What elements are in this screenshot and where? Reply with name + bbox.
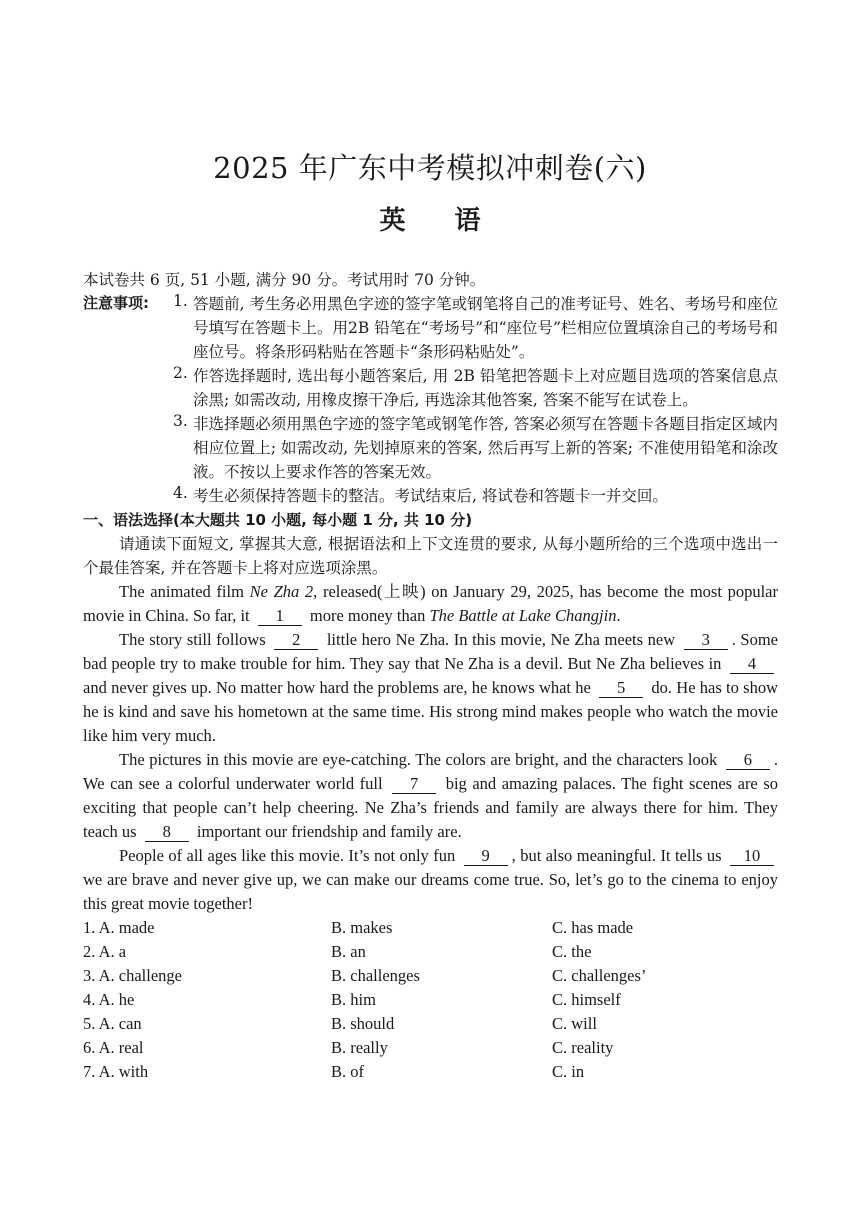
section-instruction: 请通读下面短文, 掌握其大意, 根据语法和上下文连贯的要求, 从每小题所给的三个选项中选出一个最佳答案, 并在答题卡上将对应选项涂黑。: [83, 535, 778, 577]
option-c: C. will: [552, 1014, 597, 1033]
notice-block: [83, 292, 778, 508]
notice-item: [173, 364, 778, 412]
blank-8: 8: [145, 823, 189, 842]
option-c: C. the: [552, 942, 592, 961]
option-b: B. makes: [331, 918, 393, 937]
passage-text: . We can see a colorful underwater world full: [83, 750, 778, 793]
film-title: The Battle at Lake Changjin: [429, 606, 617, 625]
passage-text: do. He has to show he is kind and save his hometown at the same time. His strong mind makes people who watch the movie like him very much.: [83, 678, 778, 745]
option-c: C. challenges’: [552, 966, 647, 985]
option-b: B. should: [331, 1014, 395, 1033]
option-row: [83, 1060, 778, 1084]
blank-5: 5: [599, 679, 643, 698]
subject-title: 英 语: [379, 206, 501, 236]
passage-text: , released(上映) on January 29, 2025, has become the most popular movie in China. So far, it: [83, 582, 778, 625]
notice-label: 注意事项:: [83, 294, 149, 312]
passage-text: . Some bad people try to make trouble for him. They say that Ne Zha is a devil. But Ne Zha believes in: [83, 630, 778, 673]
blank-7: 7: [392, 775, 436, 794]
option-b: B. him: [331, 990, 376, 1009]
notice-number: 4.: [173, 484, 188, 502]
exam-intro: 本试卷共 6 页, 51 小题, 满分 90 分。考试用时 70 分钟。: [83, 271, 486, 289]
exam-title: 2025 年广东中考模拟冲刺卷(六): [213, 151, 647, 185]
passage-text: The story still follows: [119, 630, 271, 649]
passage-paragraph-1: [83, 580, 778, 628]
passage-text: The pictures in this movie are eye-catching. The colors are bright, and the characters look: [119, 750, 722, 769]
passage-text: little hero Ne Zha. In this movie, Ne Zha meets new: [322, 630, 680, 649]
passage-paragraph-3: [83, 748, 778, 844]
blank-2: 2: [274, 631, 318, 650]
option-row: [83, 940, 778, 964]
notice-list: [173, 292, 778, 508]
option-c: C. has made: [552, 918, 634, 937]
option-row: [83, 988, 778, 1012]
passage-text: .: [616, 606, 621, 625]
option-b: B. really: [331, 1038, 388, 1057]
notice-number: 2.: [173, 364, 188, 382]
passage-text: more money than: [305, 606, 430, 625]
blank-3: 3: [684, 631, 728, 650]
notice-text: 作答选择题时, 选出每小题答案后, 用 2B 铅笔把答题卡上对应题目选项的答案信息点涂黑; 如需改动, 用橡皮擦干净后, 再选涂其他答案, 答案不能写在试卷上。: [193, 367, 778, 409]
option-b: B. an: [331, 942, 366, 961]
option-a: 3. A. challenge: [83, 966, 182, 985]
blank-4: 4: [730, 655, 774, 674]
notice-item: [173, 412, 778, 484]
option-c: C. reality: [552, 1038, 614, 1057]
passage-text: important our friendship and family are.: [192, 822, 462, 841]
option-row: [83, 1036, 778, 1060]
option-a: 2. A. a: [83, 942, 127, 961]
option-b: B. challenges: [331, 966, 420, 985]
option-a: 4. A. he: [83, 990, 135, 1009]
option-c: C. himself: [552, 990, 621, 1009]
notice-item: [173, 484, 778, 508]
notice-number: 1.: [173, 292, 188, 310]
exam-body: [83, 268, 778, 1084]
notice-number: 3.: [173, 412, 188, 430]
passage-text: big and amazing palaces. The fight scenes are so exciting that people can’t help cheering. Ne Zha’s friends and family are always there for him. They teach us: [83, 774, 778, 841]
option-row: [83, 1012, 778, 1036]
notice-text: 非选择题必须用黑色字迹的签字笔或钢笔作答, 答案必须写在答题卡各题目指定区域内相应位置上; 如需改动, 先划掉原来的答案, 然后再写上新的答案; 不准使用铅笔和涂改液。不按以上要求作答的答案无效。: [193, 415, 778, 481]
passage-text: we are brave and never give up, we can make our dreams come true. So, let’s go to the cinema to enjoy this great movie together!: [83, 870, 778, 913]
options-list: [83, 916, 778, 1084]
option-a: 6. A. real: [83, 1038, 144, 1057]
passage-text: , but also meaningful. It tells us: [511, 846, 726, 865]
option-c: C. in: [552, 1062, 585, 1081]
option-a: 1. A. made: [83, 918, 155, 937]
passage-paragraph-4: [83, 844, 778, 916]
option-row: [83, 916, 778, 940]
notice-text: 答题前, 考生务必用黑色字迹的签字笔或钢笔将自己的准考证号、姓名、考场号和座位号填写在答题卡上。用2B 铅笔在“考场号”和“座位号”栏相应位置填涂自己的考场号和座位号。将条形码粘贴在答题卡“条形码粘贴处”。: [193, 295, 778, 361]
option-b: B. of: [331, 1062, 364, 1081]
passage-text: People of all ages like this movie. It’s not only fun: [119, 846, 460, 865]
blank-10: 10: [730, 847, 774, 866]
blank-1: 1: [258, 607, 302, 626]
passage-paragraph-2: [83, 628, 778, 748]
option-a: 5. A. can: [83, 1014, 142, 1033]
passage-text: The animated film: [119, 582, 250, 601]
section-heading: 一、语法选择(本大题共 10 小题, 每小题 1 分, 共 10 分): [83, 511, 473, 529]
film-title: Ne Zha 2: [249, 582, 314, 601]
option-a: 7. A. with: [83, 1062, 149, 1081]
notice-item: [173, 292, 778, 364]
blank-9: 9: [464, 847, 508, 866]
notice-text: 考生必须保持答题卡的整洁。考试结束后, 将试卷和答题卡一并交回。: [193, 487, 668, 505]
option-row: [83, 964, 778, 988]
blank-6: 6: [726, 751, 770, 770]
passage-text: and never gives up. No matter how hard the problems are, he knows what he: [83, 678, 596, 697]
